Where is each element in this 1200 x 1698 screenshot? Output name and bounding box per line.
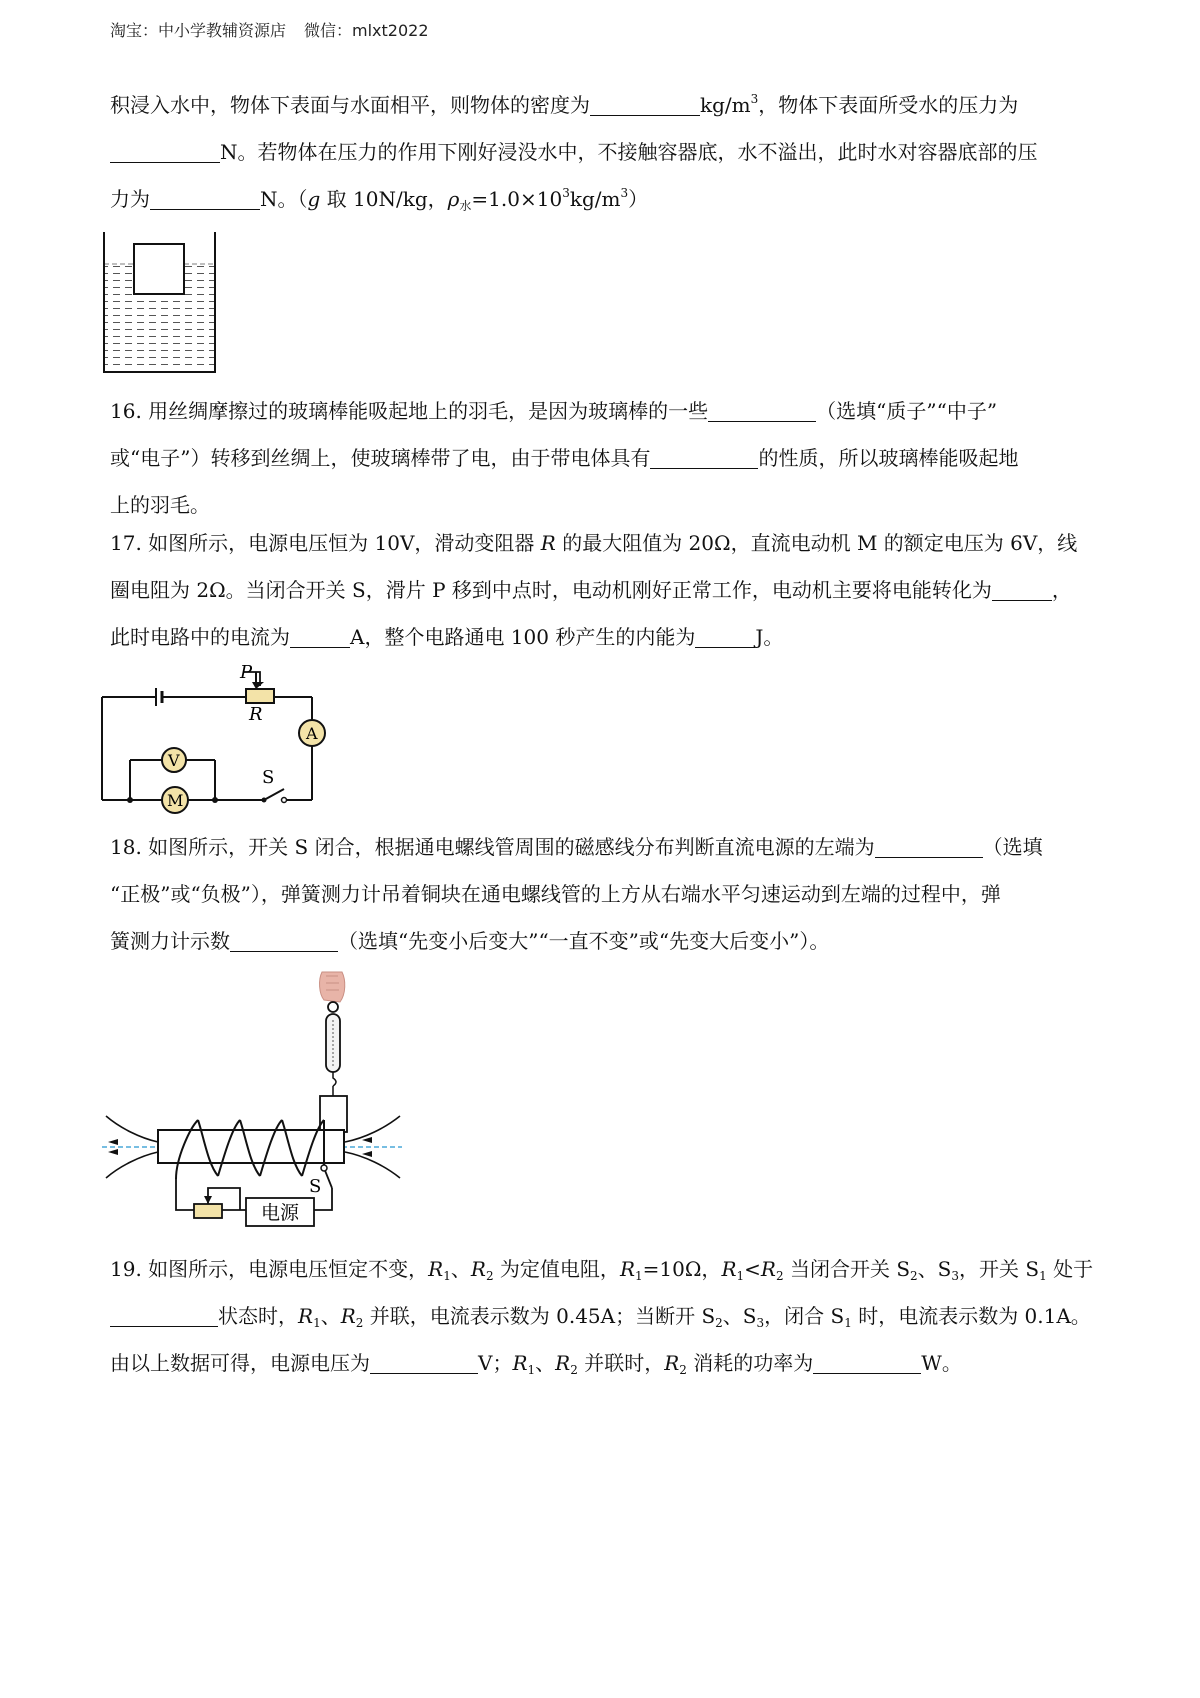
q19-line-2: 状态时，$R_1$、$R_2$ 并联，电流表示数为 0.45A；当断开 $S_2$、$S_3$，闭合 $S_1$ 时，电流表示数为 0.1A。	[110, 1293, 1100, 1340]
header-shop: 淘宝：中小学教辅资源店	[110, 21, 287, 40]
label-s: S	[309, 1176, 322, 1197]
q15-container-figure	[100, 228, 230, 378]
label-s: S	[262, 767, 275, 788]
q15-blank-density[interactable]	[590, 93, 700, 116]
q15-blank-bottom-pressure[interactable]	[150, 187, 260, 210]
q16-blank-particle[interactable]	[708, 399, 816, 422]
q17-circuit-figure	[98, 660, 348, 820]
q17-blank-heat[interactable]	[695, 625, 755, 648]
q18-line-1: 18. 如图所示，开关 S 闭合，根据通电螺线管周围的磁感线分布判断直流电源的左端为 （选填	[110, 835, 1043, 859]
q17-line-1: 17. 如图所示，电源电压恒为 10V，滑动变阻器 R 的最大阻值为 20Ω，直流电动机 M 的额定电压为 6V，线	[110, 531, 1078, 555]
label-a: A	[306, 724, 318, 743]
page-header	[110, 18, 429, 41]
q19-line-1: 19. 如图所示，电源电压恒定不变，$R_1$、$R_2$ 为定值电阻，$R_1=10\Omega$，$R_1<R_2$ 当闭合开关 $S_2$、$S_3$，开关 $S_1$ 处于	[110, 1257, 1094, 1283]
q19-blank-state[interactable]	[110, 1304, 218, 1327]
label-p: P	[240, 662, 253, 683]
q15-line-3: 力为 N。（g 取 10N/kg，$\rho_水=1.0\times 10^3kg/m^3$）	[110, 186, 649, 213]
label-r: R	[249, 704, 263, 725]
q16-blank-property[interactable]	[650, 446, 758, 469]
q15-blank-pressure[interactable]	[110, 140, 220, 163]
q16-line-3: 上的羽毛。	[110, 493, 210, 517]
rheostat	[194, 1204, 222, 1218]
q18-blank-pole[interactable]	[875, 835, 983, 858]
q19-blank-power[interactable]	[813, 1351, 921, 1374]
q16-line-2: 或“电子”）转移到丝绸上，使玻璃棒带了电，由于带电体具有 的性质，所以玻璃棒能吸起地	[110, 446, 1019, 470]
label-m: M	[167, 791, 184, 810]
block	[134, 244, 184, 294]
q17-blank-energy[interactable]	[992, 578, 1052, 601]
q19-line-3: 由以上数据可得，电源电压为 V；$R_1$、$R_2$ 并联时，$R_2$ 消耗的功率为 W。	[110, 1351, 962, 1377]
q17-text	[110, 520, 1100, 661]
q15-line-2: N。若物体在压力的作用下刚好浸没水中，不接触容器底，水不溢出，此时水对容器底部的压	[110, 129, 1100, 176]
q18-line-3: 簧测力计示数 （选填“先变小后变大”“一直不变”或“先变大后变小”）。	[110, 929, 830, 953]
q15-text	[110, 82, 1100, 223]
q17-blank-current[interactable]	[290, 625, 350, 648]
switch-s	[264, 789, 284, 800]
q18-solenoid-figure	[100, 968, 410, 1240]
label-v: V	[168, 751, 180, 770]
header-wechat: 微信：mlxt2022	[304, 21, 429, 40]
q15-line-1: 积浸入水中，物体下表面与水面相平，则物体的密度为 $kg/m^3$，物体下表面所受水的压力为	[110, 92, 1019, 117]
q17-line-3: 此时电路中的电流为 A，整个电路通电 100 秒产生的内能为 J。	[110, 625, 784, 649]
spring-scale	[326, 1002, 340, 1096]
hand-image	[320, 972, 345, 1002]
q16-text	[110, 388, 1100, 529]
q18-blank-reading[interactable]	[230, 929, 338, 952]
power-supply-label: 电源	[261, 1202, 300, 1224]
q17-line-2: 圈电阻为 2Ω。当闭合开关 S，滑片 P 移到中点时，电动机刚好正常工作，电动机主要将电能转化为 ，	[110, 578, 1072, 602]
q16-line-1: 16. 用丝绸摩擦过的玻璃棒能吸起地上的羽毛，是因为玻璃棒的一些 （选填“质子”“中子”	[110, 399, 998, 423]
rheostat-r	[246, 689, 274, 703]
q18-text	[110, 824, 1100, 965]
q18-line-2: “正极”或“负极”），弹簧测力计吊着铜块在通电螺线管的上方从右端水平匀速运动到左端的过程中，弹	[110, 882, 1001, 906]
q19-text	[110, 1246, 1100, 1387]
q19-blank-voltage[interactable]	[370, 1351, 478, 1374]
